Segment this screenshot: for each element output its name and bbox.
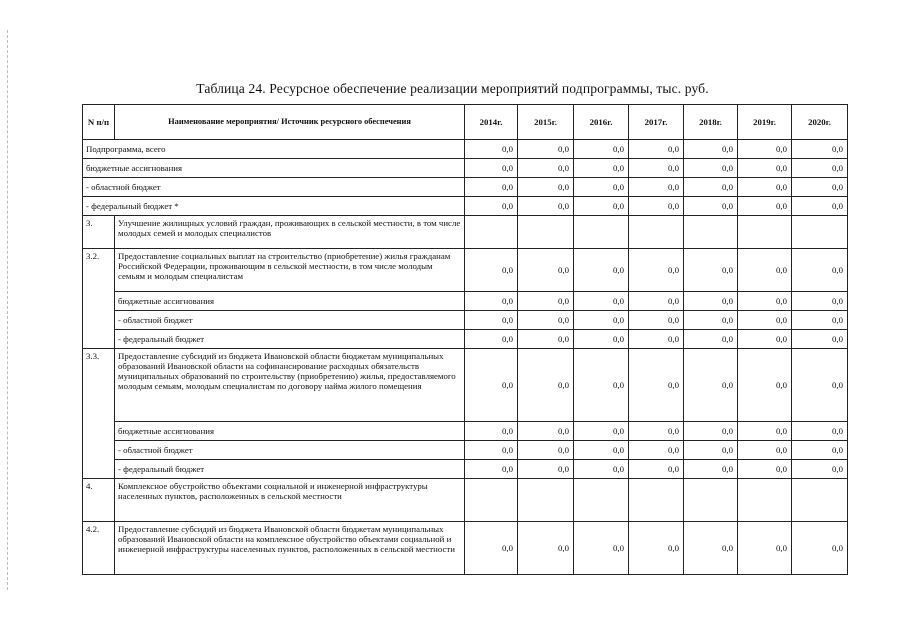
value-cell: 0,0 [629,460,684,479]
value-cell: 0,0 [738,197,792,216]
value-cell: 0,0 [629,522,684,575]
row-label: Предоставление субсидий из бюджета Ивановской области бюджетам муниципальных образований Ивановской области на софинансирование расходных обязательств муниципальных образований по строительству (приобретению) жилья, предоставляемого молодым семьям, молодым специалистам по договору найма жилого помещения [115,349,465,422]
value-cell: 0,0 [629,311,684,330]
value-cell: 0,0 [792,197,848,216]
value-cell: 0,0 [574,292,629,311]
header-year: 2015г. [518,105,574,140]
value-cell: 0,0 [684,178,738,197]
value-cell [574,479,629,522]
value-cell: 0,0 [738,522,792,575]
value-cell: 0,0 [684,422,738,441]
row-label: Комплексное обустройство объектами социальной и инженерной инфраструктуры населенных пунктов, расположенных в сельской местности [115,479,465,522]
table-row [83,441,848,460]
value-cell [792,479,848,522]
table-row [83,460,848,479]
table-row [83,140,848,159]
row-label: бюджетные ассигнования [115,292,465,311]
value-cell [738,479,792,522]
value-cell: 0,0 [684,330,738,349]
value-cell: 0,0 [629,178,684,197]
value-cell: 0,0 [738,330,792,349]
value-cell: 0,0 [629,197,684,216]
header-row [83,105,848,140]
value-cell: 0,0 [465,292,518,311]
row-label: бюджетные ассигнования [83,159,465,178]
value-cell: 0,0 [465,330,518,349]
value-cell: 0,0 [574,140,629,159]
value-cell: 0,0 [574,197,629,216]
table-row [83,249,848,292]
value-cell: 0,0 [465,159,518,178]
value-cell: 0,0 [738,140,792,159]
value-cell [684,216,738,249]
value-cell: 0,0 [792,349,848,422]
value-cell: 0,0 [574,349,629,422]
value-cell: 0,0 [465,441,518,460]
row-number: 3.2. [83,249,115,349]
resource-table [82,104,848,575]
scan-edge-marks [7,30,9,590]
table-row [83,292,848,311]
row-number: 4. [83,479,115,522]
value-cell: 0,0 [574,522,629,575]
value-cell: 0,0 [465,349,518,422]
table-row [83,197,848,216]
value-cell: 0,0 [738,349,792,422]
row-label: - областной бюджет [83,178,465,197]
row-label: Подпрограмма, всего [83,140,465,159]
value-cell: 0,0 [518,311,574,330]
value-cell [574,216,629,249]
value-cell: 0,0 [792,140,848,159]
header-year: 2017г. [629,105,684,140]
value-cell: 0,0 [465,197,518,216]
header-year: 2016г. [574,105,629,140]
value-cell: 0,0 [629,422,684,441]
value-cell: 0,0 [684,140,738,159]
value-cell: 0,0 [465,422,518,441]
table-caption: Таблица 24. Ресурсное обеспечение реализации мероприятий подпрограммы, тыс. руб. [196,81,709,96]
value-cell: 0,0 [574,249,629,292]
value-cell: 0,0 [465,460,518,479]
table-row [83,159,848,178]
value-cell: 0,0 [738,292,792,311]
value-cell: 0,0 [629,249,684,292]
row-label: - областной бюджет [115,441,465,460]
row-label: - федеральный бюджет [115,330,465,349]
value-cell: 0,0 [518,349,574,422]
value-cell: 0,0 [465,311,518,330]
value-cell: 0,0 [629,441,684,460]
value-cell: 0,0 [518,178,574,197]
row-label: - федеральный бюджет [115,460,465,479]
row-number: 4.2. [83,522,115,575]
value-cell [465,216,518,249]
value-cell: 0,0 [792,159,848,178]
value-cell: 0,0 [574,460,629,479]
row-label: Предоставление субсидий из бюджета Ивановской области бюджетам муниципальных образований Ивановской области на комплексное обустройство объектами социальной и инженерной инфраструктуры населенных пунктов, расположенных в сельской местности [115,522,465,575]
row-number: 3. [83,216,115,249]
value-cell: 0,0 [684,460,738,479]
header-year: 2014г. [465,105,518,140]
row-label: - областной бюджет [115,311,465,330]
value-cell [518,216,574,249]
value-cell: 0,0 [629,349,684,422]
value-cell: 0,0 [629,159,684,178]
value-cell: 0,0 [518,460,574,479]
row-number: 3.3. [83,349,115,479]
value-cell: 0,0 [738,422,792,441]
value-cell: 0,0 [684,441,738,460]
value-cell: 0,0 [574,178,629,197]
row-label: - федеральный бюджет * [83,197,465,216]
value-cell: 0,0 [738,311,792,330]
value-cell: 0,0 [518,422,574,441]
value-cell: 0,0 [792,311,848,330]
value-cell: 0,0 [684,311,738,330]
value-cell: 0,0 [518,441,574,460]
value-cell: 0,0 [792,178,848,197]
value-cell: 0,0 [629,292,684,311]
value-cell: 0,0 [738,249,792,292]
value-cell [465,479,518,522]
value-cell: 0,0 [465,178,518,197]
value-cell: 0,0 [792,330,848,349]
value-cell: 0,0 [518,197,574,216]
value-cell: 0,0 [574,311,629,330]
table-row [83,349,848,422]
value-cell: 0,0 [465,140,518,159]
value-cell: 0,0 [738,441,792,460]
value-cell: 0,0 [792,249,848,292]
value-cell: 0,0 [738,159,792,178]
table-row [83,422,848,441]
value-cell: 0,0 [574,159,629,178]
value-cell: 0,0 [684,197,738,216]
value-cell: 0,0 [574,330,629,349]
row-label: бюджетные ассигнования [115,422,465,441]
value-cell: 0,0 [792,292,848,311]
value-cell: 0,0 [792,522,848,575]
value-cell: 0,0 [574,441,629,460]
value-cell [629,216,684,249]
value-cell: 0,0 [792,441,848,460]
value-cell: 0,0 [792,460,848,479]
value-cell: 0,0 [629,140,684,159]
value-cell: 0,0 [792,422,848,441]
value-cell [792,216,848,249]
value-cell [629,479,684,522]
row-label: Предоставление социальных выплат на строительство (приобретение) жилья гражданам Российской Федерации, проживающим в сельской местности, в том числе молодым семьям и молодым специалистам [115,249,465,292]
value-cell: 0,0 [518,522,574,575]
value-cell: 0,0 [684,522,738,575]
value-cell: 0,0 [684,349,738,422]
value-cell: 0,0 [518,292,574,311]
value-cell: 0,0 [629,330,684,349]
value-cell [684,479,738,522]
table-row [83,311,848,330]
header-name: Наименование мероприятия/ Источник ресурсного обеспечения [115,105,465,140]
row-label: Улучшение жилищных условий граждан, проживающих в сельской местности, в том числе молодых семей и молодых специалистов [115,216,465,249]
value-cell: 0,0 [465,249,518,292]
value-cell: 0,0 [738,460,792,479]
header-year: 2020г. [792,105,848,140]
value-cell: 0,0 [684,292,738,311]
value-cell: 0,0 [574,422,629,441]
table-row [83,216,848,249]
table-row [83,522,848,575]
table-row [83,178,848,197]
value-cell: 0,0 [738,178,792,197]
value-cell [738,216,792,249]
value-cell: 0,0 [465,522,518,575]
header-num: N п/п [83,105,115,140]
value-cell: 0,0 [518,249,574,292]
value-cell: 0,0 [518,330,574,349]
header-year: 2018г. [684,105,738,140]
value-cell: 0,0 [518,140,574,159]
table-row [83,479,848,522]
value-cell: 0,0 [684,249,738,292]
value-cell [518,479,574,522]
value-cell: 0,0 [518,159,574,178]
table-row [83,330,848,349]
value-cell: 0,0 [684,159,738,178]
header-year: 2019г. [738,105,792,140]
